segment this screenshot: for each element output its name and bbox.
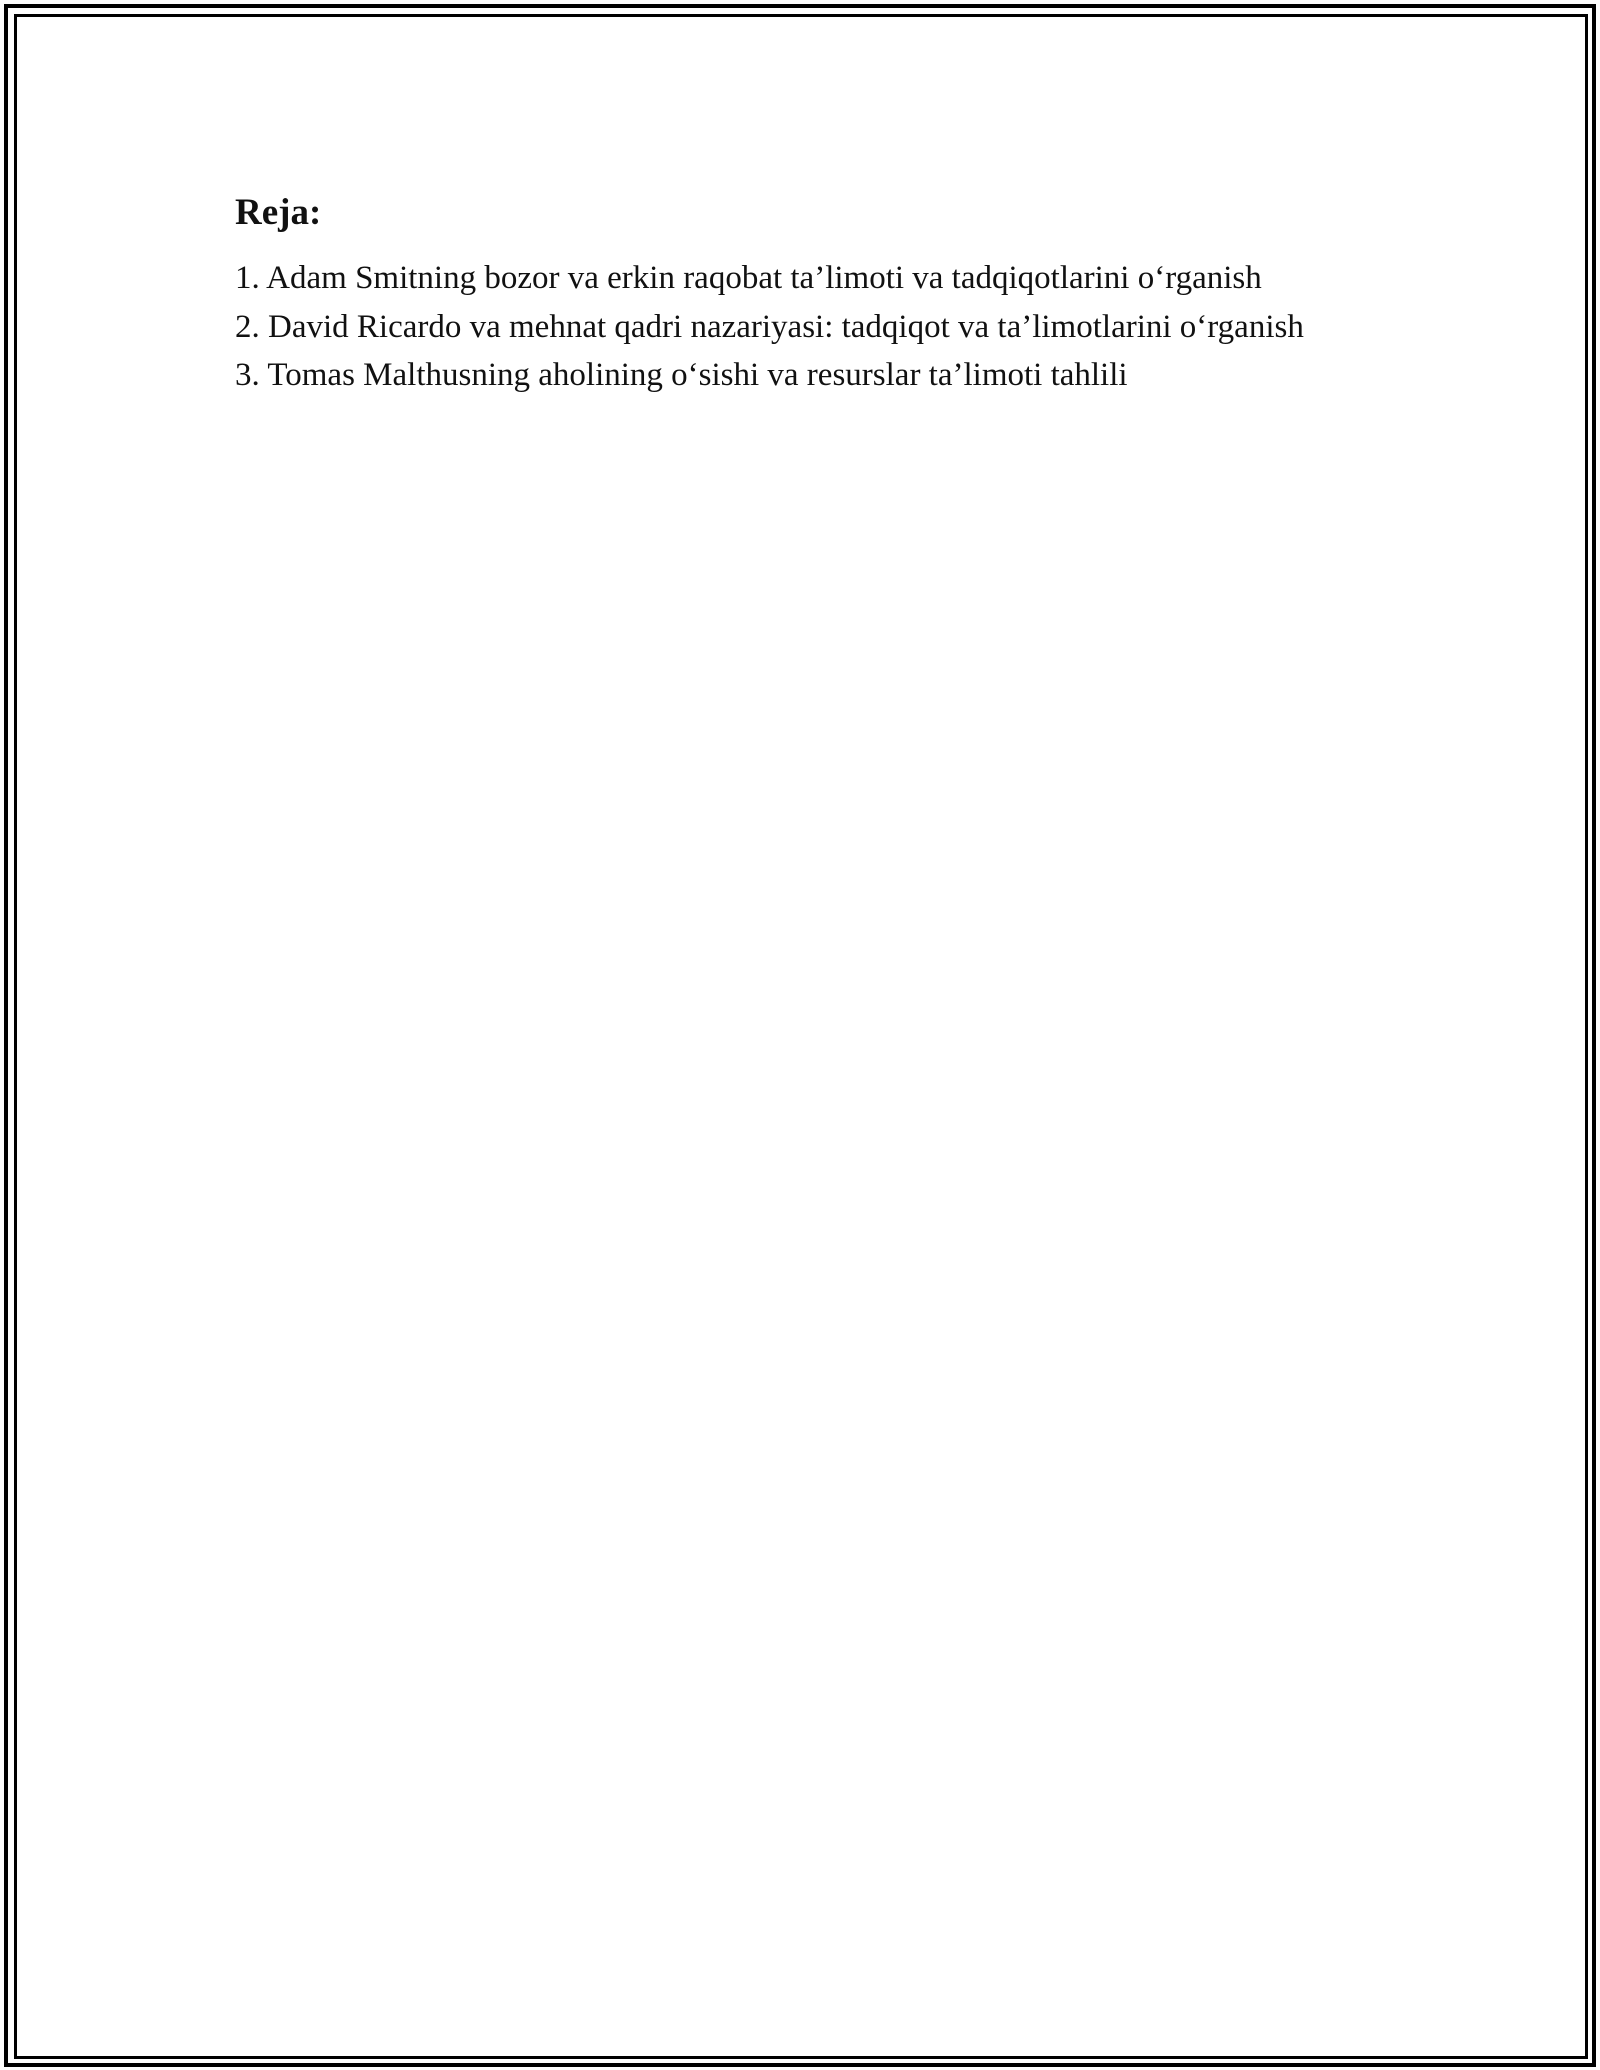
plan-list (235, 254, 1335, 400)
plan-item-3: 3. Tomas Malthusning aholining o‘sishi va resurslar ta’limoti tahlili (235, 357, 1128, 393)
plan-heading: Reja: (235, 192, 322, 233)
document-body (235, 186, 1335, 400)
plan-item-1: 1. Adam Smitning bozor va erkin raqobat ta’limoti va tadqiqotlarini o‘rganish (235, 260, 1262, 296)
plan-item-2: 2. David Ricardo va mehnat qadri nazariyasi: tadqiqot va ta’limotlarini o‘rganish (235, 308, 1304, 345)
